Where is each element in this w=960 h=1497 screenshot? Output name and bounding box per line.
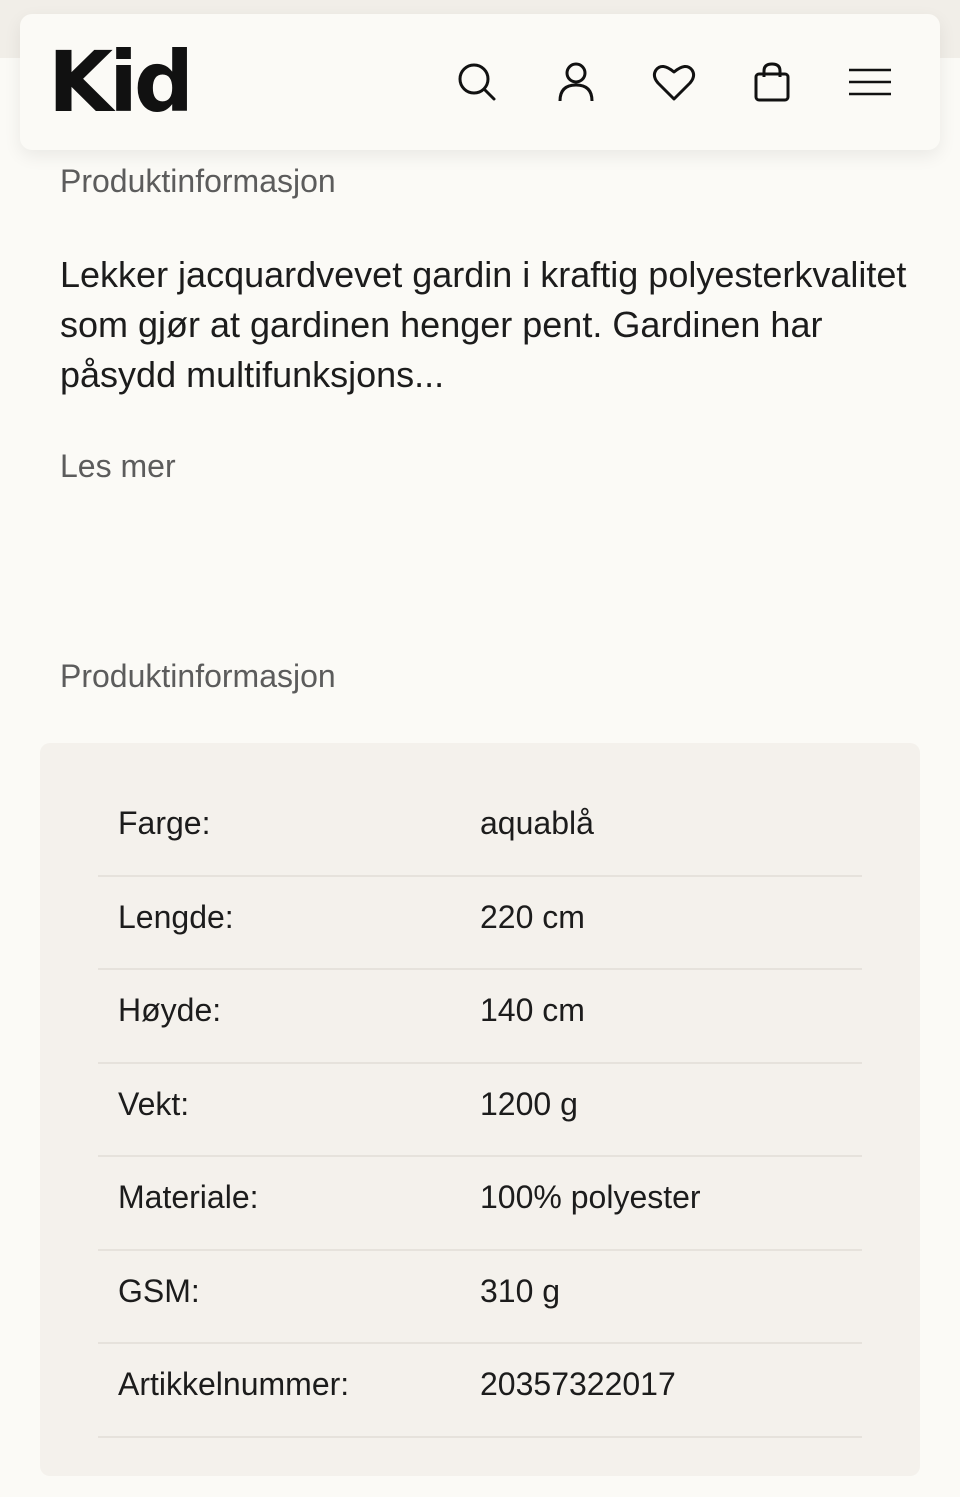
info-value: 20357322017 xyxy=(480,1366,676,1402)
wishlist-button[interactable] xyxy=(646,54,702,110)
info-value: 100% polyester xyxy=(480,1179,701,1215)
menu-button[interactable] xyxy=(842,54,898,110)
info-value: 1200 g xyxy=(480,1085,578,1122)
info-row-vekt xyxy=(98,1064,862,1158)
heart-icon xyxy=(652,62,696,102)
menu-icon xyxy=(848,67,892,97)
info-value: 220 cm xyxy=(480,898,585,935)
info-row-materiale xyxy=(98,1157,862,1251)
product-info-table xyxy=(40,743,920,1476)
info-heading: Produktinformasjon xyxy=(60,658,336,694)
account-button[interactable] xyxy=(548,54,604,110)
info-value: 310 g xyxy=(480,1272,561,1309)
info-key: Vekt: xyxy=(118,1085,190,1122)
info-row-artikkelnummer xyxy=(98,1344,862,1438)
info-key: Høyde: xyxy=(118,992,222,1028)
bag-icon xyxy=(753,61,791,103)
description-heading: Produktinformasjon xyxy=(60,163,336,199)
info-key: Lengde: xyxy=(118,898,234,935)
site-header xyxy=(20,14,940,150)
search-button[interactable] xyxy=(449,54,505,110)
info-row-farge xyxy=(98,783,862,877)
info-row-hoyde xyxy=(98,970,862,1064)
info-key: Artikkelnummer: xyxy=(118,1366,350,1402)
read-more-link[interactable]: Les mer xyxy=(60,448,176,484)
product-description: Lekker jacquardvevet gardin i kraftig polyesterkvalitet som gjør at gardinen henger pent. Gardinen har påsydd multifunksjons... xyxy=(60,254,907,395)
cart-button[interactable] xyxy=(744,54,800,110)
info-key: GSM: xyxy=(118,1272,200,1309)
info-value: 140 cm xyxy=(480,992,585,1028)
info-row-lengde xyxy=(98,877,862,971)
search-icon xyxy=(456,61,498,103)
kid-logo[interactable]: Kid xyxy=(48,33,191,131)
info-key: Materiale: xyxy=(118,1179,259,1215)
user-icon xyxy=(555,61,597,103)
info-row-gsm xyxy=(98,1251,862,1345)
info-key: Farge: xyxy=(118,805,211,841)
info-value: aquablå xyxy=(480,805,594,841)
